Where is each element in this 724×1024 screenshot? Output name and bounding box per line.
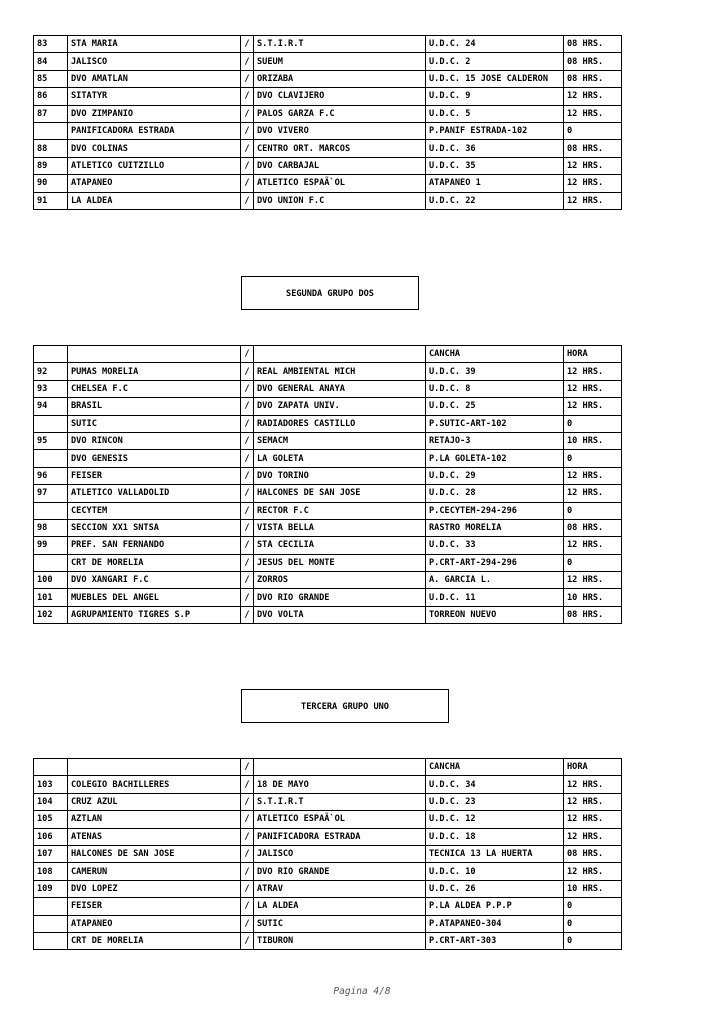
home-team: FEISER [68, 898, 241, 915]
home-team: DVO COLINAS [68, 140, 241, 157]
home-team: DVO ZIMPANIO [68, 105, 241, 122]
away-team: CENTRO ORT. MARCOS [254, 140, 426, 157]
away-team: DVO UNION F.C [254, 192, 426, 209]
kickoff-time: 08 HRS. [564, 140, 622, 157]
versus-separator: / [241, 811, 254, 828]
versus-separator: / [241, 776, 254, 793]
home-team: MUEBLES DEL ANGEL [68, 589, 241, 606]
table-row [34, 880, 622, 897]
home-team [68, 759, 241, 776]
away-team: DVO CARBAJAL [254, 157, 426, 174]
away-team [254, 759, 426, 776]
table-row [34, 140, 622, 157]
versus-separator: / [241, 380, 254, 397]
match-number [34, 450, 68, 467]
kickoff-time: 0 [564, 122, 622, 139]
table-row [34, 606, 622, 623]
kickoff-time: HORA [564, 759, 622, 776]
versus-separator: / [241, 415, 254, 432]
kickoff-time: 12 HRS. [564, 793, 622, 810]
versus-separator: / [241, 140, 254, 157]
table-row [34, 519, 622, 536]
match-number [34, 415, 68, 432]
kickoff-time: 12 HRS. [564, 863, 622, 880]
match-number: 109 [34, 880, 68, 897]
table-row [34, 793, 622, 810]
home-team: SITATYR [68, 88, 241, 105]
match-number: 84 [34, 53, 68, 70]
home-team: PANIFICADORA ESTRADA [68, 122, 241, 139]
kickoff-time: 12 HRS. [564, 157, 622, 174]
match-number: 87 [34, 105, 68, 122]
match-number: 100 [34, 572, 68, 589]
kickoff-time: 12 HRS. [564, 88, 622, 105]
home-team: JALISCO [68, 53, 241, 70]
away-team: ORIZABA [254, 70, 426, 87]
table-row [34, 915, 622, 932]
table-header-row [34, 346, 622, 363]
kickoff-time: 08 HRS. [564, 845, 622, 862]
schedule-table-3 [33, 758, 622, 950]
match-number: 83 [34, 36, 68, 53]
table-header-row [34, 759, 622, 776]
home-team: CAMERUN [68, 863, 241, 880]
venue: CANCHA [426, 759, 564, 776]
venue: A. GARCIA L. [426, 572, 564, 589]
venue: U.D.C. 5 [426, 105, 564, 122]
versus-separator: / [241, 845, 254, 862]
venue: P.ATAPANEO-304 [426, 915, 564, 932]
versus-separator: / [241, 70, 254, 87]
versus-separator: / [241, 898, 254, 915]
versus-separator: / [241, 932, 254, 949]
home-team: CECYTEM [68, 502, 241, 519]
table-row [34, 363, 622, 380]
away-team: S.T.I.R.T [254, 793, 426, 810]
match-number [34, 898, 68, 915]
kickoff-time: 0 [564, 915, 622, 932]
kickoff-time: 12 HRS. [564, 398, 622, 415]
venue: U.D.C. 33 [426, 537, 564, 554]
table-row [34, 932, 622, 949]
away-team: ATRAV [254, 880, 426, 897]
versus-separator: / [241, 537, 254, 554]
kickoff-time: 08 HRS. [564, 53, 622, 70]
home-team: DVO RINCON [68, 432, 241, 449]
match-number: 99 [34, 537, 68, 554]
venue: TECNICA 13 LA HUERTA [426, 845, 564, 862]
venue: U.D.C. 39 [426, 363, 564, 380]
away-team: ZORROS [254, 572, 426, 589]
home-team: ATENAS [68, 828, 241, 845]
venue: P.CECYTEM-294-296 [426, 502, 564, 519]
match-number: 85 [34, 70, 68, 87]
venue: U.D.C. 8 [426, 380, 564, 397]
versus-separator: / [241, 467, 254, 484]
kickoff-time: 0 [564, 554, 622, 571]
versus-separator: / [241, 105, 254, 122]
kickoff-time: 12 HRS. [564, 192, 622, 209]
home-team: PREF. SAN FERNANDO [68, 537, 241, 554]
table-row [34, 898, 622, 915]
kickoff-time: 0 [564, 502, 622, 519]
kickoff-time: 10 HRS. [564, 432, 622, 449]
venue: U.D.C. 28 [426, 485, 564, 502]
table-row [34, 398, 622, 415]
kickoff-time: 0 [564, 932, 622, 949]
kickoff-time: 08 HRS. [564, 70, 622, 87]
table-row [34, 845, 622, 862]
table-row [34, 122, 622, 139]
versus-separator: / [241, 485, 254, 502]
versus-separator: / [241, 175, 254, 192]
kickoff-time: 12 HRS. [564, 105, 622, 122]
away-team: JALISCO [254, 845, 426, 862]
table-row [34, 537, 622, 554]
versus-separator: / [241, 432, 254, 449]
match-number: 108 [34, 863, 68, 880]
table-row [34, 53, 622, 70]
kickoff-time: 12 HRS. [564, 363, 622, 380]
versus-separator: / [241, 36, 254, 53]
kickoff-time: 08 HRS. [564, 519, 622, 536]
table-row [34, 88, 622, 105]
group-title-tercera-grupo-uno: TERCERA GRUPO UNO [241, 689, 449, 723]
table-row [34, 36, 622, 53]
table-row [34, 415, 622, 432]
home-team: DVO GENESIS [68, 450, 241, 467]
venue: U.D.C. 12 [426, 811, 564, 828]
away-team: HALCONES DE SAN JOSE [254, 485, 426, 502]
venue: ATAPANEO 1 [426, 175, 564, 192]
versus-separator: / [241, 606, 254, 623]
table-row [34, 554, 622, 571]
match-number: 102 [34, 606, 68, 623]
home-team: SUTIC [68, 415, 241, 432]
venue: RASTRO MORELIA [426, 519, 564, 536]
home-team: AGRUPAMIENTO TIGRES S.P [68, 606, 241, 623]
away-team: REAL AMBIENTAL MICH [254, 363, 426, 380]
kickoff-time: 12 HRS. [564, 467, 622, 484]
venue: U.D.C. 25 [426, 398, 564, 415]
venue: U.D.C. 15 JOSE CALDERON [426, 70, 564, 87]
venue: U.D.C. 23 [426, 793, 564, 810]
match-number: 89 [34, 157, 68, 174]
away-team: JESUS DEL MONTE [254, 554, 426, 571]
table-row [34, 175, 622, 192]
venue: U.D.C. 26 [426, 880, 564, 897]
away-team: 18 DE MAYO [254, 776, 426, 793]
home-team: STA MARIA [68, 36, 241, 53]
table-row [34, 157, 622, 174]
versus-separator: / [241, 572, 254, 589]
venue: U.D.C. 36 [426, 140, 564, 157]
versus-separator: / [241, 398, 254, 415]
away-team: PALOS GARZA F.C [254, 105, 426, 122]
home-team: CRUZ AZUL [68, 793, 241, 810]
schedule-table-1 [33, 35, 622, 210]
venue: P.CRT-ART-303 [426, 932, 564, 949]
venue: RETAJO-3 [426, 432, 564, 449]
versus-separator: / [241, 759, 254, 776]
venue: TORREON NUEVO [426, 606, 564, 623]
venue: U.D.C. 2 [426, 53, 564, 70]
venue: P.PANIF ESTRADA-102 [426, 122, 564, 139]
away-team: ATLETICO ESPAÃ`OL [254, 811, 426, 828]
kickoff-time: 12 HRS. [564, 380, 622, 397]
versus-separator: / [241, 157, 254, 174]
venue: U.D.C. 9 [426, 88, 564, 105]
kickoff-time: 12 HRS. [564, 828, 622, 845]
kickoff-time: 08 HRS. [564, 606, 622, 623]
group-title-segunda-grupo-dos: SEGUNDA GRUPO DOS [241, 276, 419, 310]
versus-separator: / [241, 863, 254, 880]
away-team: RECTOR F.C [254, 502, 426, 519]
venue: P.LA GOLETA-102 [426, 450, 564, 467]
match-number [34, 932, 68, 949]
versus-separator: / [241, 346, 254, 363]
table-row [34, 863, 622, 880]
venue: U.D.C. 10 [426, 863, 564, 880]
match-number: 95 [34, 432, 68, 449]
kickoff-time: 12 HRS. [564, 485, 622, 502]
home-team [68, 346, 241, 363]
kickoff-time: 0 [564, 415, 622, 432]
versus-separator: / [241, 589, 254, 606]
table-row [34, 192, 622, 209]
match-number: 98 [34, 519, 68, 536]
versus-separator: / [241, 519, 254, 536]
home-team: PUMAS MORELIA [68, 363, 241, 380]
venue: P.SUTIC-ART-102 [426, 415, 564, 432]
home-team: LA ALDEA [68, 192, 241, 209]
match-number: 86 [34, 88, 68, 105]
away-team: DVO ZAPATA UNIV. [254, 398, 426, 415]
table-row [34, 380, 622, 397]
away-team: DVO VIVERO [254, 122, 426, 139]
match-number: 101 [34, 589, 68, 606]
venue: U.D.C. 22 [426, 192, 564, 209]
table-row [34, 450, 622, 467]
match-number: 91 [34, 192, 68, 209]
match-number [34, 502, 68, 519]
kickoff-time: 12 HRS. [564, 811, 622, 828]
match-number: 94 [34, 398, 68, 415]
versus-separator: / [241, 53, 254, 70]
kickoff-time: 12 HRS. [564, 572, 622, 589]
kickoff-time: 12 HRS. [564, 175, 622, 192]
away-team: RADIADORES CASTILLO [254, 415, 426, 432]
away-team: TIBURON [254, 932, 426, 949]
kickoff-time: 0 [564, 450, 622, 467]
table-row [34, 572, 622, 589]
home-team: ATAPANEO [68, 915, 241, 932]
match-number: 104 [34, 793, 68, 810]
page-number: Pagina 4/8 [333, 986, 391, 997]
kickoff-time: 0 [564, 898, 622, 915]
match-number: 92 [34, 363, 68, 380]
table-row [34, 589, 622, 606]
table-row [34, 776, 622, 793]
versus-separator: / [241, 122, 254, 139]
venue: U.D.C. 29 [426, 467, 564, 484]
away-team: LA ALDEA [254, 898, 426, 915]
versus-separator: / [241, 880, 254, 897]
home-team: ATLETICO CUITZILLO [68, 157, 241, 174]
away-team [254, 346, 426, 363]
match-number: 106 [34, 828, 68, 845]
away-team: S.T.I.R.T [254, 36, 426, 53]
versus-separator: / [241, 915, 254, 932]
away-team: LA GOLETA [254, 450, 426, 467]
home-team: CRT DE MORELIA [68, 554, 241, 571]
home-team: COLEGIO BACHILLERES [68, 776, 241, 793]
match-number: 93 [34, 380, 68, 397]
kickoff-time: 10 HRS. [564, 880, 622, 897]
home-team: BRASIL [68, 398, 241, 415]
versus-separator: / [241, 450, 254, 467]
home-team: HALCONES DE SAN JOSE [68, 845, 241, 862]
match-number [34, 915, 68, 932]
home-team: DVO LOPEZ [68, 880, 241, 897]
versus-separator: / [241, 793, 254, 810]
venue: U.D.C. 24 [426, 36, 564, 53]
away-team: SUEUM [254, 53, 426, 70]
match-number: 97 [34, 485, 68, 502]
home-team: FEISER [68, 467, 241, 484]
kickoff-time: HORA [564, 346, 622, 363]
versus-separator: / [241, 192, 254, 209]
table-row [34, 105, 622, 122]
table-row [34, 432, 622, 449]
table-row [34, 828, 622, 845]
match-number: 103 [34, 776, 68, 793]
venue: U.D.C. 35 [426, 157, 564, 174]
kickoff-time: 12 HRS. [564, 776, 622, 793]
home-team: AZTLAN [68, 811, 241, 828]
table-row [34, 502, 622, 519]
home-team: SECCION XX1 SNTSA [68, 519, 241, 536]
kickoff-time: 08 HRS. [564, 36, 622, 53]
match-number: 88 [34, 140, 68, 157]
table-row [34, 467, 622, 484]
home-team: DVO XANGARI F.C [68, 572, 241, 589]
versus-separator: / [241, 363, 254, 380]
home-team: ATLETICO VALLADOLID [68, 485, 241, 502]
match-number [34, 759, 68, 776]
match-number [34, 554, 68, 571]
match-number: 107 [34, 845, 68, 862]
away-team: DVO CLAVIJERO [254, 88, 426, 105]
away-team: DVO RIO GRANDE [254, 589, 426, 606]
away-team: PANIFICADORA ESTRADA [254, 828, 426, 845]
match-number: 96 [34, 467, 68, 484]
versus-separator: / [241, 502, 254, 519]
venue: U.D.C. 18 [426, 828, 564, 845]
schedule-table-2 [33, 345, 622, 624]
away-team: VISTA BELLA [254, 519, 426, 536]
table-row [34, 70, 622, 87]
away-team: ATLETICO ESPAÃ`OL [254, 175, 426, 192]
table-row [34, 811, 622, 828]
away-team: STA CECILIA [254, 537, 426, 554]
away-team: SEMACM [254, 432, 426, 449]
away-team: DVO TORINO [254, 467, 426, 484]
home-team: CRT DE MORELIA [68, 932, 241, 949]
venue: CANCHA [426, 346, 564, 363]
venue: U.D.C. 34 [426, 776, 564, 793]
venue: P.CRT-ART-294-296 [426, 554, 564, 571]
venue: U.D.C. 11 [426, 589, 564, 606]
kickoff-time: 10 HRS. [564, 589, 622, 606]
home-team: DVO AMATLAN [68, 70, 241, 87]
match-number [34, 346, 68, 363]
versus-separator: / [241, 554, 254, 571]
away-team: DVO VOLTA [254, 606, 426, 623]
home-team: CHELSEA F.C [68, 380, 241, 397]
match-number: 90 [34, 175, 68, 192]
away-team: DVO GENERAL ANAYA [254, 380, 426, 397]
away-team: DVO RIO GRANDE [254, 863, 426, 880]
match-number: 105 [34, 811, 68, 828]
kickoff-time: 12 HRS. [564, 537, 622, 554]
table-row [34, 485, 622, 502]
versus-separator: / [241, 828, 254, 845]
home-team: ATAPANEO [68, 175, 241, 192]
venue: P.LA ALDEA P.P.P [426, 898, 564, 915]
versus-separator: / [241, 88, 254, 105]
match-number [34, 122, 68, 139]
away-team: SUTIC [254, 915, 426, 932]
